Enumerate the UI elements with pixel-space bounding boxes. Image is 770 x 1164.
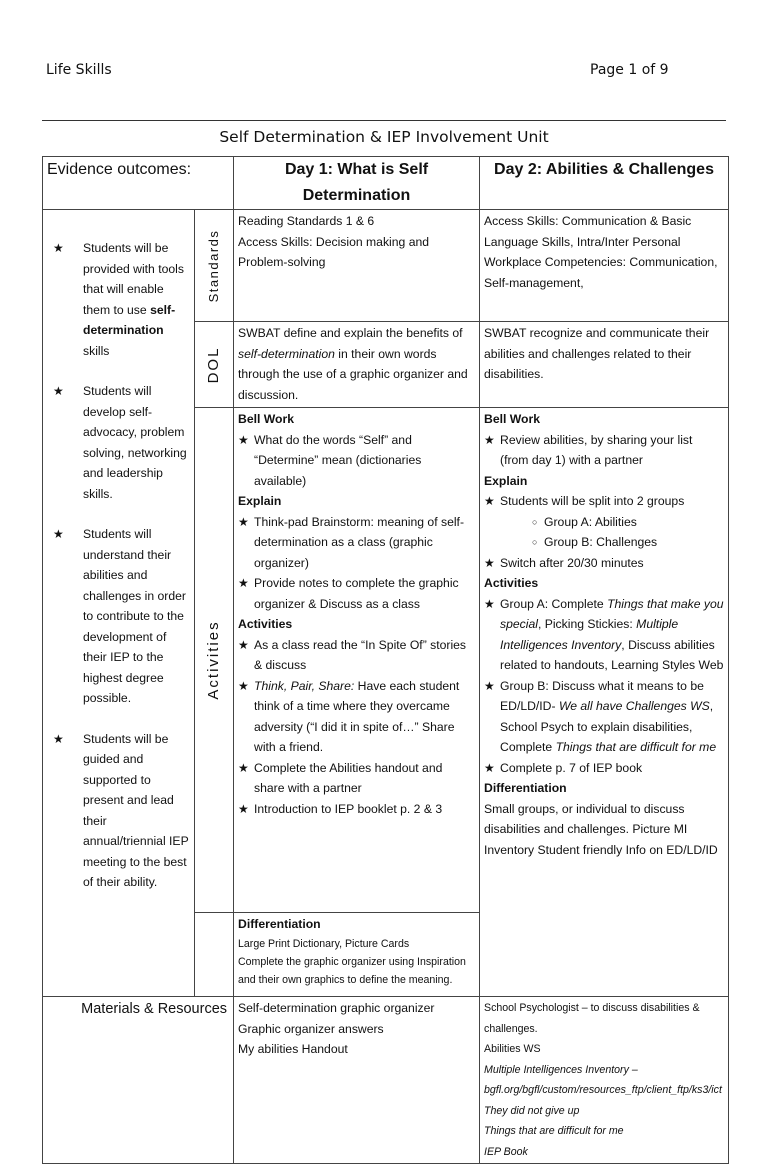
explain-item: Switch after 20/30 minutes bbox=[500, 555, 644, 570]
header-page-number: Page 1 of 9 bbox=[590, 62, 669, 78]
materials-label: Materials & Resources bbox=[43, 997, 234, 1164]
activity-item: Complete the Abilities handout and share with a partner bbox=[254, 760, 443, 795]
dol-text-end: in their own words through the use of a graphic organizer and discussion. bbox=[238, 346, 468, 402]
explain-item: Students will be split into 2 groups bbox=[500, 494, 685, 508]
day1-activities bbox=[234, 408, 480, 913]
explain-item: Provide notes to complete the graphic organizer & Discuss as a class bbox=[254, 576, 459, 611]
table-header-row bbox=[43, 157, 729, 210]
star-bullet-icon: ★ bbox=[53, 731, 64, 746]
bell-work-heading: Bell Work bbox=[484, 412, 541, 426]
differentiation-heading: Differentiation bbox=[484, 781, 567, 795]
star-bullet-icon: ★ bbox=[238, 760, 249, 775]
star-bullet-icon: ★ bbox=[238, 637, 249, 652]
activities-heading: Activities bbox=[484, 576, 539, 590]
activities-row-label bbox=[195, 408, 234, 913]
star-bullet-icon: ★ bbox=[484, 494, 495, 508]
outcome-item bbox=[47, 381, 194, 504]
star-bullet-icon: ★ bbox=[238, 801, 249, 816]
materials-row bbox=[43, 997, 729, 1164]
star-bullet-icon: ★ bbox=[484, 678, 495, 693]
lesson-plan-table bbox=[42, 156, 729, 1164]
activity-text: , Discuss abilities related to handouts, Learning Styles Web bbox=[500, 637, 724, 672]
outcomes-continuation bbox=[43, 913, 195, 997]
star-bullet-icon: ★ bbox=[238, 432, 249, 447]
bell-work-item: Review abilities, by sharing your list (from day 1) with a partner bbox=[500, 432, 693, 467]
outcome-text: Students will be guided and supported to present and lead their annual/triennial IEP meeting to the best of their ability. bbox=[83, 731, 189, 889]
day2-materials bbox=[480, 997, 729, 1164]
day2-activities bbox=[480, 408, 729, 997]
activity-item: Complete p. 7 of IEP book bbox=[500, 760, 643, 775]
activity-text: Group B: Discuss what it means to be ED/LD/ID- bbox=[500, 678, 704, 713]
star-bullet-icon: ★ bbox=[53, 384, 64, 398]
star-bullet-icon: ★ bbox=[484, 596, 495, 611]
day1-differentiation bbox=[234, 913, 480, 997]
activity-italic-text: Multiple Intelligences Inventory bbox=[500, 617, 679, 652]
evidence-outcomes-list bbox=[43, 210, 195, 913]
day2-dol: SWBAT recognize and communicate their abilities and challenges related to their disabilities. bbox=[480, 322, 729, 408]
evidence-outcomes-header: Evidence outcomes: bbox=[43, 157, 234, 210]
unit-title: Self Determination & IEP Involvement Unit bbox=[219, 128, 549, 146]
differentiation-text: Large Print Dictionary, Picture Cards bbox=[238, 937, 410, 950]
day2-header: Day 2: Abilities & Challenges bbox=[480, 157, 729, 210]
outcome-bold-text: self-determination bbox=[83, 302, 176, 337]
star-bullet-icon: ★ bbox=[238, 576, 249, 590]
material-item: Self-determination graphic organizer bbox=[238, 1001, 435, 1015]
material-item: Multiple Intelligences Inventory – bgfl.org/bgfl/custom/resources_ftp/client_ftp/ks3/ict bbox=[484, 1063, 722, 1096]
material-item: They did not give up bbox=[484, 1104, 580, 1117]
explain-item: Think-pad Brainstorm: meaning of self-determination as a class (graphic organizer) bbox=[254, 514, 465, 570]
differentiation-heading: Differentiation bbox=[238, 917, 321, 931]
star-bullet-icon: ★ bbox=[53, 241, 64, 255]
star-bullet-icon: ★ bbox=[484, 555, 495, 570]
explain-subitem: Group B: Challenges bbox=[544, 535, 658, 549]
day2-standards bbox=[480, 210, 729, 322]
dol-text: SWBAT define and explain the benefits of bbox=[238, 326, 463, 340]
explain-subitem: Group A: Abilities bbox=[544, 514, 637, 529]
star-bullet-icon: ★ bbox=[484, 432, 495, 447]
material-item: School Psychologist – to discuss disabilities & challenges. bbox=[484, 1002, 700, 1035]
activity-text: , Picking Stickies: bbox=[537, 617, 637, 631]
star-bullet-icon: ★ bbox=[484, 760, 495, 775]
circle-bullet-icon: ○ bbox=[532, 516, 538, 527]
star-bullet-icon: ★ bbox=[238, 514, 249, 529]
outcome-item bbox=[47, 238, 194, 361]
day1-standards bbox=[234, 210, 480, 322]
bell-work-heading: Bell Work bbox=[238, 412, 295, 426]
standard-line: Reading Standards 1 & 6 bbox=[238, 214, 375, 228]
circle-bullet-icon: ○ bbox=[532, 537, 538, 547]
activity-item: Introduction to IEP booklet p. 2 & 3 bbox=[254, 801, 443, 816]
activity-text: , School Psych to explain disabilities, Complete bbox=[500, 699, 714, 754]
differentiation-row-label bbox=[195, 913, 234, 997]
outcome-text: Students will develop self-advocacy, problem solving, networking and leadership skills. bbox=[83, 384, 187, 501]
outcome-item bbox=[47, 524, 194, 709]
explain-heading: Explain bbox=[484, 473, 528, 488]
material-item: Abilities WS bbox=[484, 1043, 541, 1055]
dol-label: DOL bbox=[204, 346, 222, 383]
standard-line: Access Skills: Communication & Basic Language Skills, Intra/Inter Personal Workplace Competencies: Communication, Self-management, bbox=[484, 214, 718, 290]
material-item: Things that are difficult for me bbox=[484, 1125, 624, 1137]
header-course-title: Life Skills bbox=[46, 62, 112, 78]
activity-italic-text: Things that make you special bbox=[500, 596, 724, 631]
material-item: IEP Book bbox=[484, 1145, 528, 1158]
dol-italic-text: self-determination bbox=[238, 346, 335, 361]
day1-header: Day 1: What is Self Determination bbox=[234, 157, 480, 210]
day1-materials bbox=[234, 997, 480, 1164]
activity-italic-text: We all have Challenges WS bbox=[558, 699, 710, 713]
material-item: Graphic organizer answers bbox=[238, 1021, 384, 1036]
standards-label: Standards bbox=[205, 229, 221, 302]
activity-italic-text: Think, Pair, Share: bbox=[254, 678, 355, 693]
activities-heading: Activities bbox=[238, 617, 293, 631]
day1-dol bbox=[234, 322, 480, 408]
star-bullet-icon: ★ bbox=[53, 527, 64, 541]
explain-heading: Explain bbox=[238, 494, 282, 508]
header-rule bbox=[42, 120, 726, 121]
standards-row-label bbox=[195, 210, 234, 322]
activity-item: As a class read the “In Spite Of” stories & discuss bbox=[254, 637, 467, 672]
activity-item: Have each student think of a time where they overcame adversity (“I did it in spite of…” Share with a friend. bbox=[254, 678, 460, 754]
differentiation-text: Complete the graphic organizer using Inspiration and their own graphics to define the meaning. bbox=[238, 955, 466, 986]
standard-line: Access Skills: Decision making and Problem-solving bbox=[238, 234, 430, 269]
outcome-text: Students will be provided with tools that will enable them to use bbox=[83, 241, 184, 317]
outcome-item bbox=[47, 729, 194, 893]
outcome-text: Students will understand their abilities and challenges in order to contribute to the development of their IEP to the highest degree possible. bbox=[83, 527, 186, 705]
material-item: My abilities Handout bbox=[238, 1042, 348, 1056]
standards-row bbox=[43, 210, 729, 322]
activities-label: Activities bbox=[204, 620, 222, 700]
activity-italic-text: Things that are difficult for me bbox=[555, 740, 717, 754]
activity-text: Group A: Complete bbox=[500, 596, 608, 611]
star-bullet-icon: ★ bbox=[238, 678, 249, 693]
bell-work-item: What do the words “Self” and “Determine” mean (dictionaries available) bbox=[254, 432, 422, 488]
differentiation-text: Small groups, or individual to discuss disabilities and challenges. Picture MI Inventory Student friendly Info on ED/LD/ID bbox=[484, 801, 718, 857]
outcome-text-end: skills bbox=[83, 343, 110, 358]
dol-row-label bbox=[195, 322, 234, 408]
